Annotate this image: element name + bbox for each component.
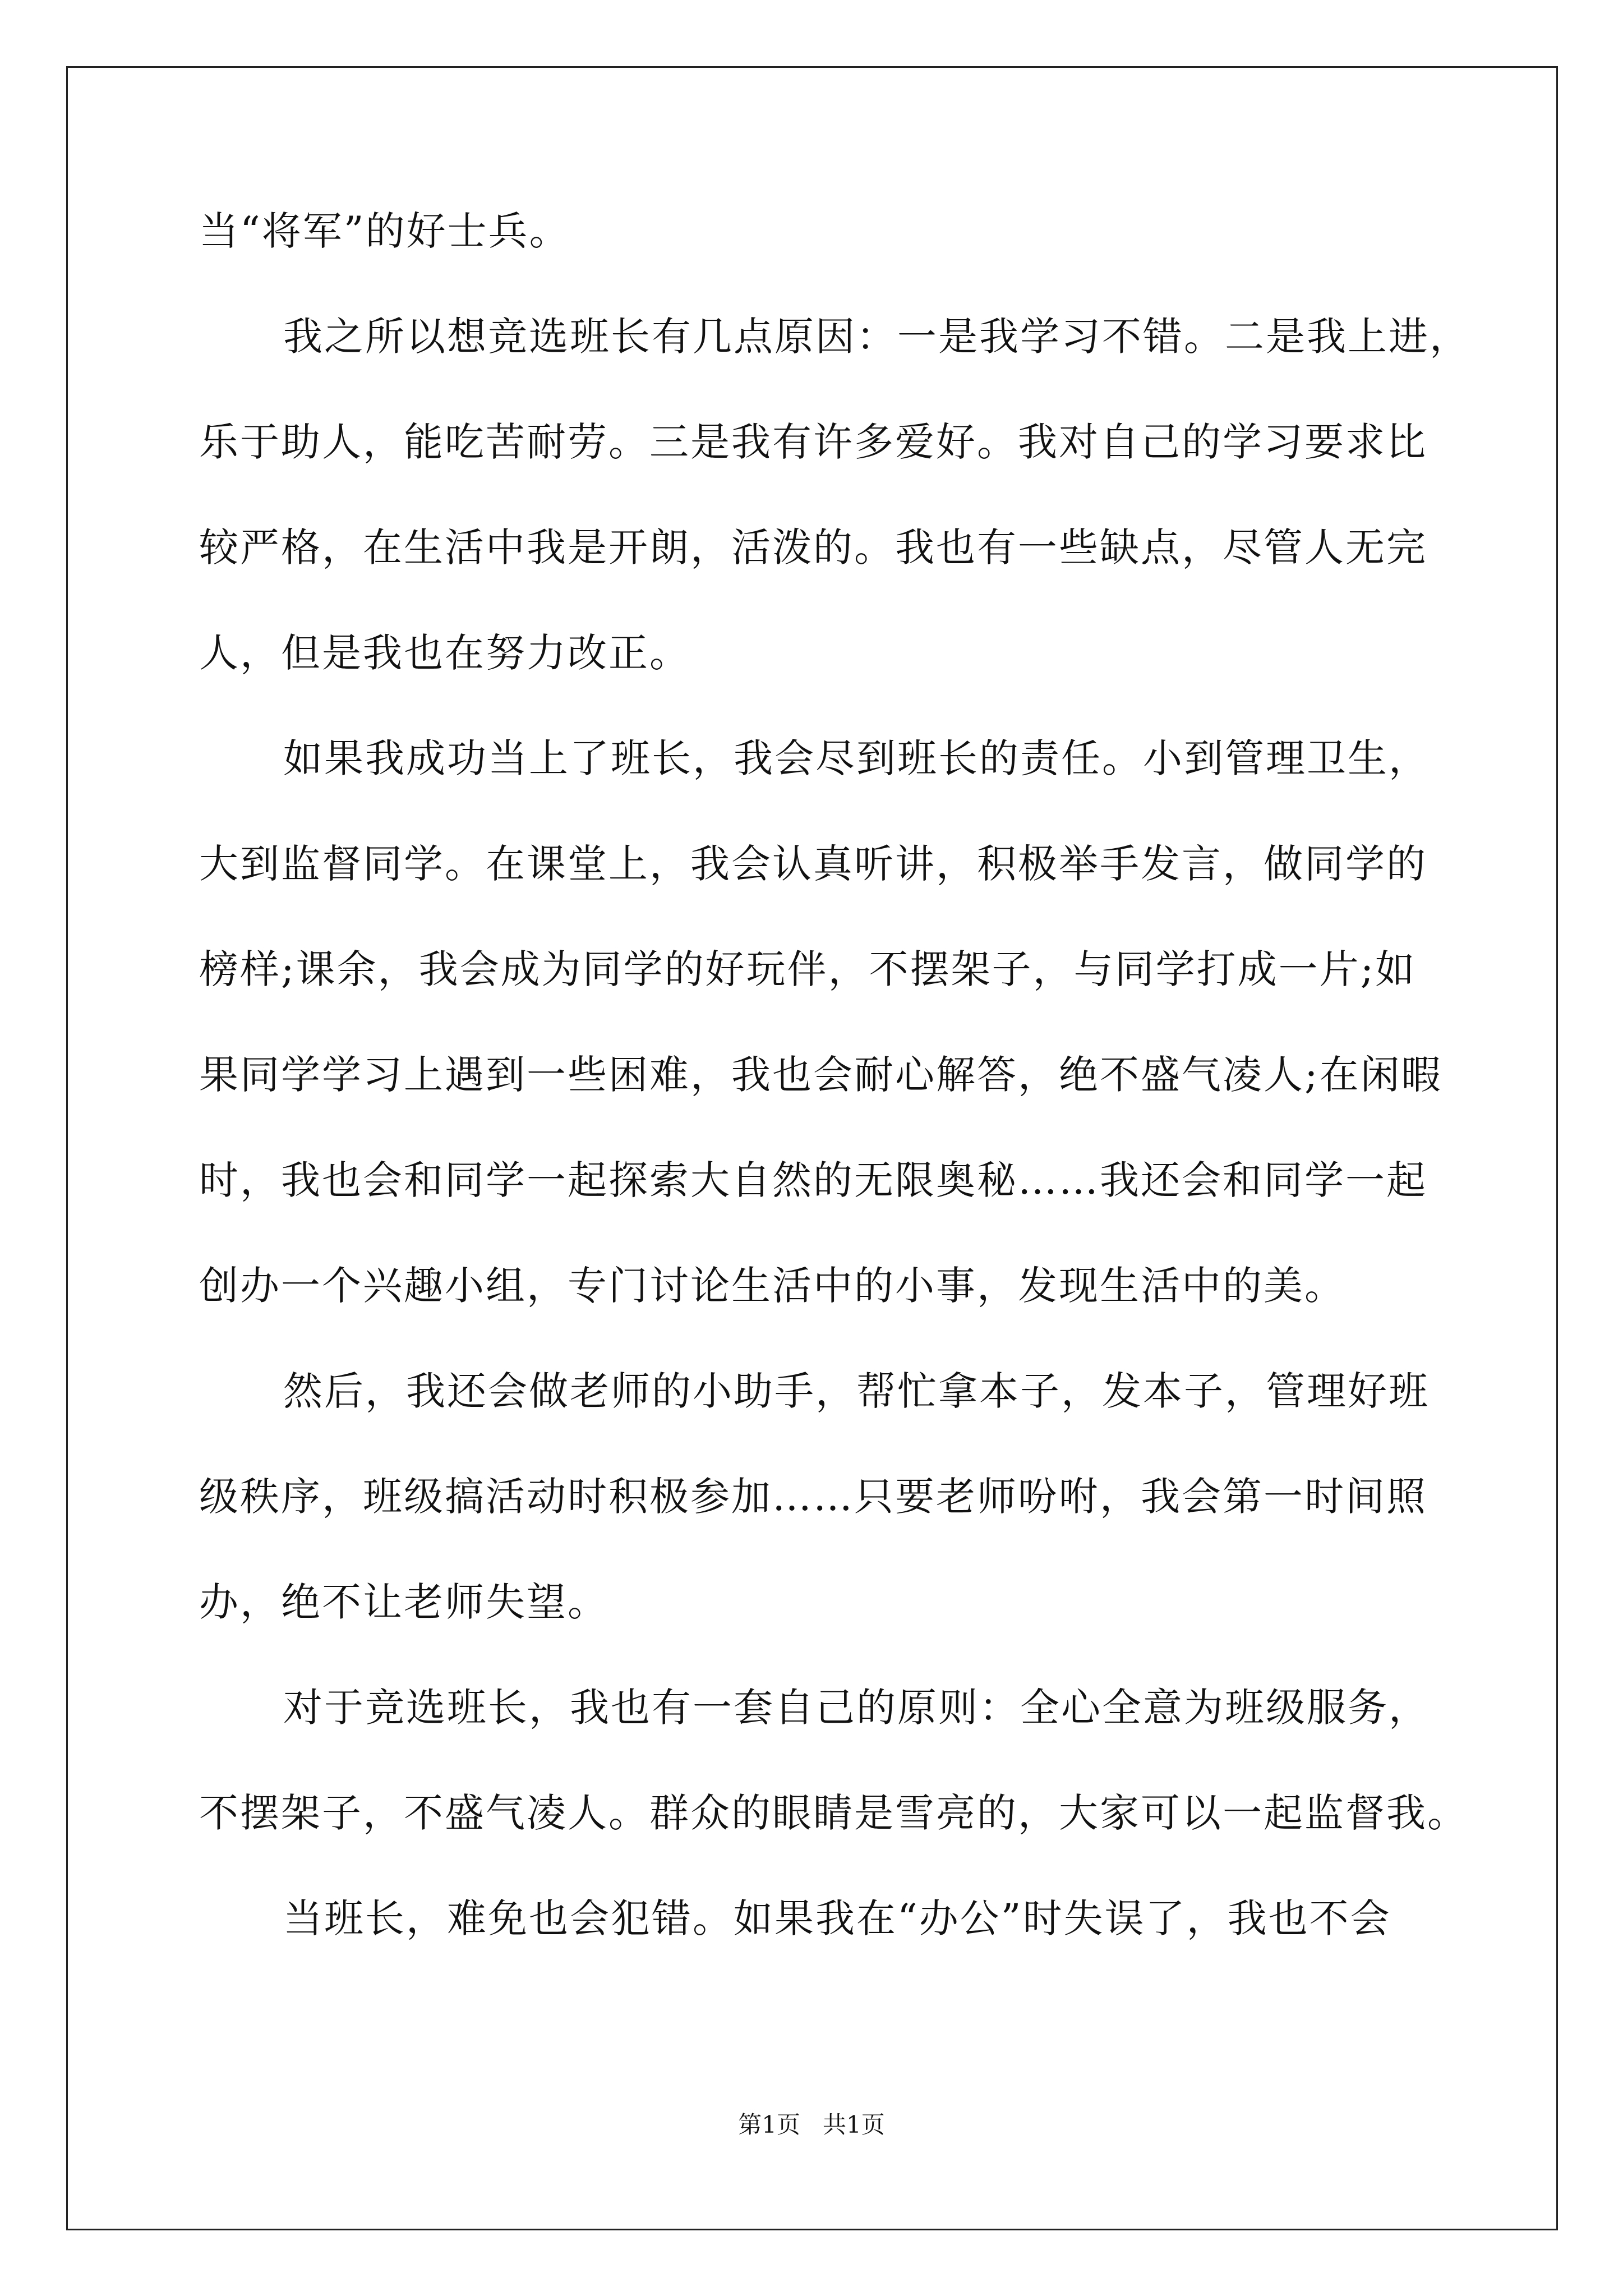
text-line: 然后，我还会做老师的小助手，帮忙拿本子，发本子，管理好班 (283, 1368, 1430, 1414)
page-footer (0, 2106, 1623, 2140)
text-line: 较严格，在生活中我是开朗，活泼的。我也有一些缺点，尽管人无完 (199, 524, 1427, 570)
text-line: 如果我成功当上了班长，我会尽到班长的责任。小到管理卫生， (283, 735, 1430, 781)
text-line: 乐于助人，能吃苦耐劳。三是我有许多爱好。我对自己的学习要求比 (199, 419, 1427, 465)
text-line: 当“将军”的好士兵。 (199, 208, 570, 254)
text-line: 果同学学习上遇到一些困难，我也会耐心解答，绝不盛气凌人;在闲暇 (199, 1052, 1442, 1098)
text-line: 榜样;课余，我会成为同学的好玩伴，不摆架子，与同学打成一片;如 (199, 946, 1417, 992)
text-line: 创办一个兴趣小组，专门讨论生活中的小事，发现生活中的美。 (199, 1263, 1345, 1309)
text-line: 级秩序，班级搞活动时积极参加……只要老师吩咐，我会第一时间照 (199, 1474, 1427, 1520)
text-line: 人，但是我也在努力改正。 (199, 630, 690, 676)
text-line: 对于竞选班长，我也有一套自己的原则：全心全意为班级服务， (283, 1685, 1430, 1731)
text-line: 时，我也会和同学一起探索大自然的无限奥秘……我还会和同学一起 (199, 1157, 1427, 1203)
text-line: 办，绝不让老师失望。 (199, 1579, 608, 1625)
text-line: 当班长，难免也会犯错。如果我在“办公”时失误了，我也不会 (283, 1895, 1391, 1941)
page-number: 第1页 (738, 2111, 800, 2138)
text-line: 我之所以想竞选班长有几点原因：一是我学习不错。二是我上进， (283, 314, 1470, 360)
text-line: 大到监督同学。在课堂上，我会认真听讲，积极举手发言，做同学的 (199, 841, 1427, 887)
page-total: 共1页 (823, 2111, 885, 2138)
text-line: 不摆架子，不盛气凌人。群众的眼睛是雪亮的，大家可以一起监督我。 (199, 1790, 1468, 1836)
